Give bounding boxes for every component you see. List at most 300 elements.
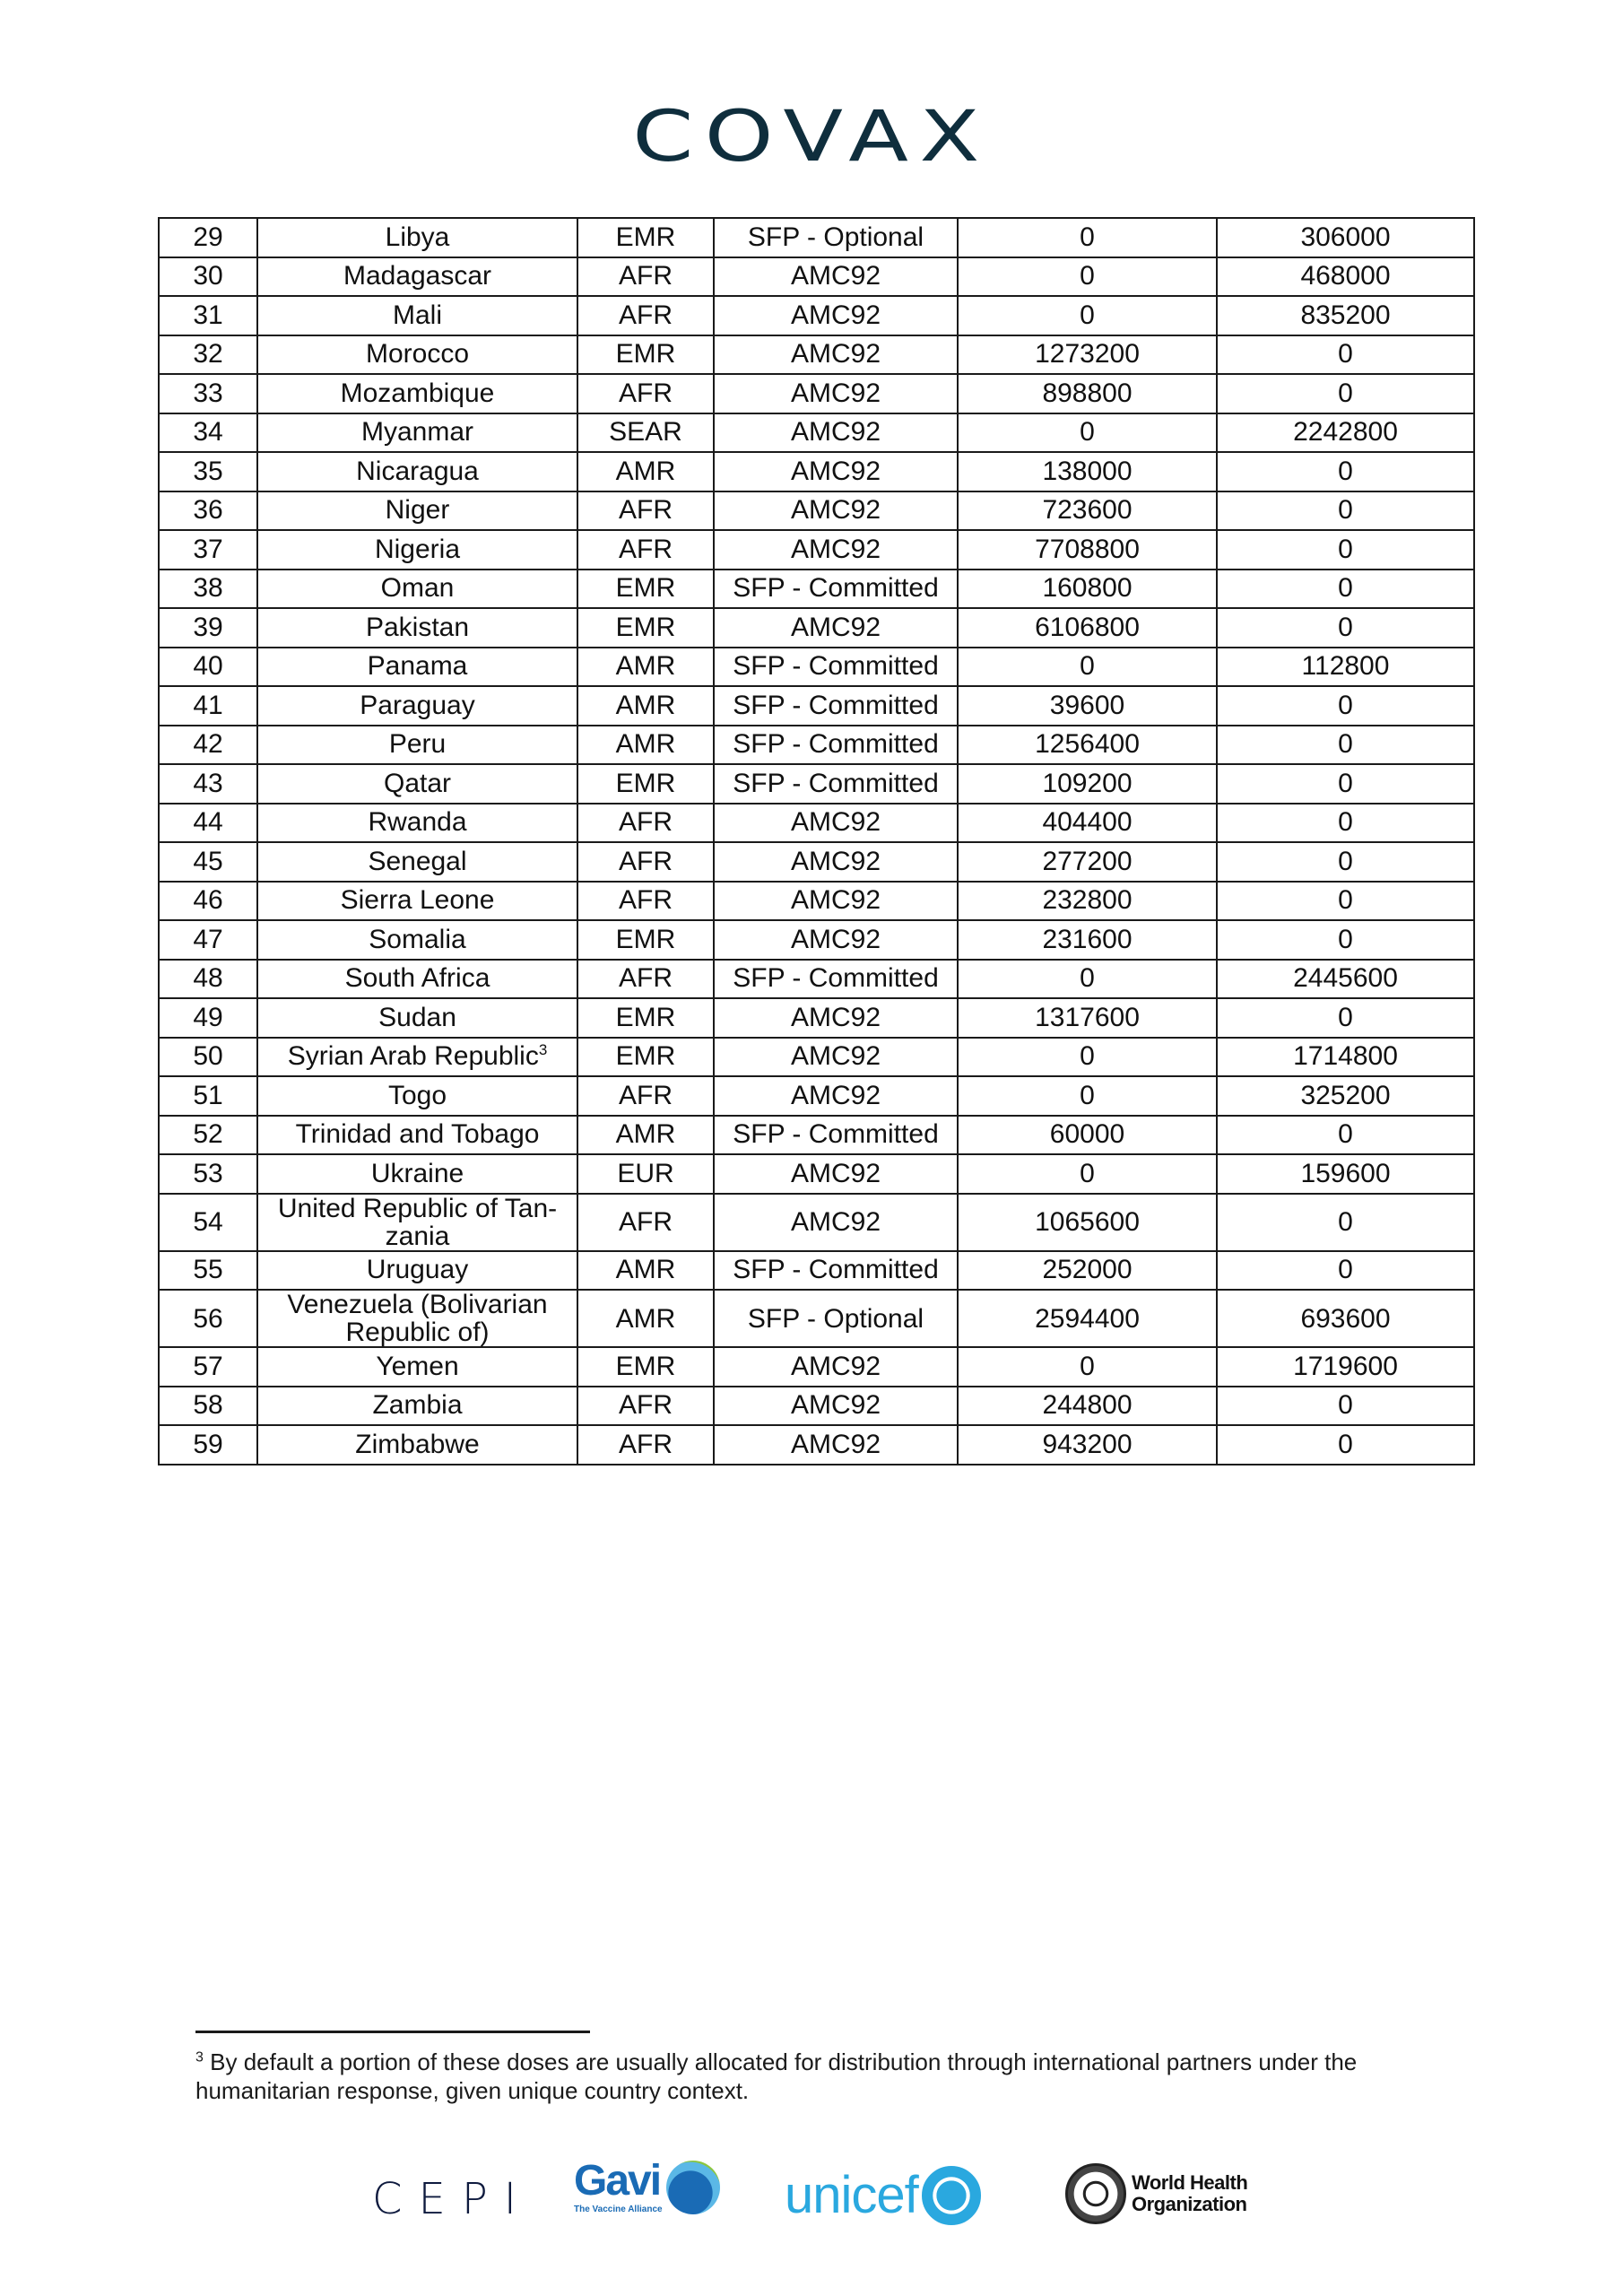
row-number: 33 xyxy=(193,378,223,408)
country-name-cell xyxy=(257,648,577,687)
category: AMC92 xyxy=(790,417,881,448)
country-name-cell xyxy=(257,608,577,648)
doses-col-b: 0 xyxy=(1338,885,1353,916)
country-name-cell xyxy=(257,1076,577,1116)
table-row xyxy=(159,452,1474,491)
country-name-cell xyxy=(257,882,577,921)
doses-col-a: 0 xyxy=(1080,1041,1095,1072)
gavi-logo xyxy=(574,2157,720,2214)
doses-col-b: 0 xyxy=(1338,1119,1353,1150)
category: AMC92 xyxy=(790,378,881,408)
category-cell xyxy=(714,374,958,413)
category: AMC92 xyxy=(790,300,881,330)
category-cell xyxy=(714,764,958,804)
doses-col-a-cell xyxy=(958,218,1217,257)
table-row xyxy=(159,1116,1474,1155)
category: AMC92 xyxy=(790,534,881,564)
doses-col-b: 468000 xyxy=(1300,261,1391,291)
region-cell xyxy=(577,491,714,531)
doses-col-a-cell xyxy=(958,374,1217,413)
row-number-cell xyxy=(159,1038,257,1077)
table-row xyxy=(159,920,1474,960)
table-row xyxy=(159,1387,1474,1426)
region: AFR xyxy=(619,1080,673,1110)
region-cell xyxy=(577,726,714,765)
doses-col-b-cell xyxy=(1217,686,1474,726)
country-name-cell xyxy=(257,218,577,257)
table-row xyxy=(159,1290,1474,1347)
category: SFP - Committed xyxy=(733,651,939,682)
doses-col-a-cell xyxy=(958,648,1217,687)
doses-col-b: 0 xyxy=(1338,729,1353,760)
country-name: Oman xyxy=(380,573,455,604)
doses-col-b: 306000 xyxy=(1300,222,1391,252)
row-number: 43 xyxy=(193,768,223,798)
region-cell xyxy=(577,1154,714,1194)
row-number: 32 xyxy=(193,339,223,370)
row-number-cell xyxy=(159,296,257,335)
category-cell xyxy=(714,998,958,1038)
doses-col-b-cell xyxy=(1217,296,1474,335)
doses-col-a-cell xyxy=(958,804,1217,843)
country-name-cell xyxy=(257,257,577,297)
category: SFP - Optional xyxy=(747,222,924,252)
row-number-cell xyxy=(159,452,257,491)
region: AFR xyxy=(619,300,673,330)
country-name-cell xyxy=(257,570,577,609)
row-number-cell xyxy=(159,530,257,570)
row-number: 56 xyxy=(193,1303,223,1334)
row-number-cell xyxy=(159,882,257,921)
footnote-ref[interactable]: 3 xyxy=(538,1041,548,1059)
category: SFP - Committed xyxy=(733,690,939,720)
doses-col-b-cell xyxy=(1217,804,1474,843)
gavi-logo-tagline: The Vaccine Alliance xyxy=(574,2205,663,2214)
unicef-logo xyxy=(785,2165,981,2225)
doses-col-b-cell xyxy=(1217,882,1474,921)
country-name-cell xyxy=(257,1154,577,1194)
category-cell xyxy=(714,1347,958,1387)
country-name-cell xyxy=(257,842,577,882)
doses-col-b-cell xyxy=(1217,608,1474,648)
row-number: 41 xyxy=(193,690,223,720)
row-number: 59 xyxy=(193,1429,223,1459)
doses-col-a-cell xyxy=(958,1251,1217,1291)
region: AMR xyxy=(615,690,676,720)
row-number-cell xyxy=(159,960,257,999)
doses-col-b: 0 xyxy=(1338,378,1353,408)
doses-col-a: 231600 xyxy=(1042,924,1133,954)
doses-col-a-cell xyxy=(958,998,1217,1038)
who-logo xyxy=(1065,2163,1247,2224)
category: AMC92 xyxy=(790,1390,881,1421)
table-row xyxy=(159,1154,1474,1194)
country-name-cell xyxy=(257,764,577,804)
row-number-cell xyxy=(159,413,257,453)
region: AMR xyxy=(615,651,676,682)
category-cell xyxy=(714,648,958,687)
region: AMR xyxy=(615,1119,676,1150)
row-number-cell xyxy=(159,1154,257,1194)
category: AMC92 xyxy=(790,1080,881,1110)
doses-col-b-cell xyxy=(1217,1154,1474,1194)
doses-col-b-cell xyxy=(1217,726,1474,765)
country-name: Morocco xyxy=(365,339,470,370)
doses-col-b: 0 xyxy=(1338,768,1353,798)
country-name-cell xyxy=(257,413,577,453)
doses-col-b-cell xyxy=(1217,764,1474,804)
region-cell xyxy=(577,686,714,726)
row-number-cell xyxy=(159,1194,257,1251)
doses-col-b-cell xyxy=(1217,960,1474,999)
region-cell xyxy=(577,1425,714,1465)
country-name: Nicaragua xyxy=(356,456,479,486)
doses-col-b-cell xyxy=(1217,998,1474,1038)
row-number: 52 xyxy=(193,1119,223,1150)
table-row xyxy=(159,726,1474,765)
category-cell xyxy=(714,804,958,843)
category-cell xyxy=(714,530,958,570)
footnote-marker: 3 xyxy=(195,2049,204,2066)
country-name-cell xyxy=(257,686,577,726)
who-logo-line1: World Health xyxy=(1132,2171,1248,2194)
covax-logo: COVAX xyxy=(632,97,991,178)
country-name: Nigeria xyxy=(374,534,461,564)
doses-col-a: 0 xyxy=(1080,222,1095,252)
region-cell xyxy=(577,530,714,570)
region-cell xyxy=(577,1038,714,1077)
country-name: Paraguay xyxy=(360,690,475,720)
region-cell xyxy=(577,1076,714,1116)
gavi-globe-icon xyxy=(666,2161,720,2214)
category: AMC92 xyxy=(790,1207,881,1237)
doses-col-b-cell xyxy=(1217,842,1474,882)
country-name: Zimbabwe xyxy=(355,1429,480,1459)
table-row xyxy=(159,648,1474,687)
category: SFP - Committed xyxy=(733,729,939,760)
cepi-logo xyxy=(372,2174,533,2224)
doses-col-a: 723600 xyxy=(1042,495,1133,526)
doses-col-a-cell xyxy=(958,452,1217,491)
doses-col-a-cell xyxy=(958,1347,1217,1387)
doses-col-b: 0 xyxy=(1338,846,1353,876)
row-number-cell xyxy=(159,491,257,531)
region-cell xyxy=(577,452,714,491)
region: AFR xyxy=(619,807,673,838)
category-cell xyxy=(714,960,958,999)
row-number-cell xyxy=(159,1347,257,1387)
country-name-cell xyxy=(257,335,577,375)
table-row xyxy=(159,1251,1474,1291)
doses-col-b: 0 xyxy=(1338,456,1353,486)
region-cell xyxy=(577,218,714,257)
doses-col-a: 39600 xyxy=(1049,690,1125,720)
row-number: 48 xyxy=(193,963,223,994)
region-cell xyxy=(577,960,714,999)
doses-col-a: 2594400 xyxy=(1035,1303,1140,1334)
doses-col-a-cell xyxy=(958,257,1217,297)
row-number: 57 xyxy=(193,1351,223,1381)
country-name-cell xyxy=(257,1425,577,1465)
category: AMC92 xyxy=(790,339,881,370)
doses-col-a-cell xyxy=(958,1038,1217,1077)
country-name-cell xyxy=(257,804,577,843)
doses-col-a-cell xyxy=(958,296,1217,335)
doses-col-a: 943200 xyxy=(1042,1429,1133,1459)
country-name-cell xyxy=(257,960,577,999)
row-number-cell xyxy=(159,218,257,257)
country-name: Trinidad and Tobago xyxy=(295,1119,540,1150)
region-cell xyxy=(577,335,714,375)
row-number: 37 xyxy=(193,534,223,564)
doses-col-b-cell xyxy=(1217,374,1474,413)
doses-col-b: 0 xyxy=(1338,1429,1353,1459)
doses-col-b-cell xyxy=(1217,452,1474,491)
category-cell xyxy=(714,842,958,882)
row-number: 31 xyxy=(193,300,223,330)
doses-col-a: 1273200 xyxy=(1035,339,1140,370)
category: AMC92 xyxy=(790,1041,881,1072)
region-cell xyxy=(577,257,714,297)
doses-col-b: 0 xyxy=(1338,924,1353,954)
category: AMC92 xyxy=(790,1158,881,1188)
region: EMR xyxy=(615,1002,676,1032)
doses-col-a-cell xyxy=(958,882,1217,921)
doses-col-a-cell xyxy=(958,335,1217,375)
category-cell xyxy=(714,1251,958,1291)
country-name: Pakistan xyxy=(365,612,470,642)
category: AMC92 xyxy=(790,1429,881,1459)
table-row xyxy=(159,804,1474,843)
country-name: United Republic of Tan-zania xyxy=(277,1193,558,1251)
table-row xyxy=(159,296,1474,335)
table-row xyxy=(159,1425,1474,1465)
doses-col-b: 1714800 xyxy=(1293,1041,1398,1072)
country-name: Libya xyxy=(385,222,450,252)
table-row xyxy=(159,1076,1474,1116)
doses-col-b-cell xyxy=(1217,1116,1474,1155)
category-cell xyxy=(714,1116,958,1155)
category-cell xyxy=(714,452,958,491)
row-number-cell xyxy=(159,726,257,765)
category: AMC92 xyxy=(790,807,881,838)
row-number-cell xyxy=(159,842,257,882)
doses-col-b: 0 xyxy=(1338,1390,1353,1421)
doses-col-b: 1719600 xyxy=(1293,1351,1398,1381)
row-number: 51 xyxy=(193,1080,223,1110)
doses-col-b: 159600 xyxy=(1300,1158,1391,1188)
doses-col-b: 0 xyxy=(1338,573,1353,604)
category: AMC92 xyxy=(790,924,881,954)
doses-col-a-cell xyxy=(958,1387,1217,1426)
region-cell xyxy=(577,1290,714,1347)
region-cell xyxy=(577,374,714,413)
country-name: Niger xyxy=(385,495,450,526)
table-row xyxy=(159,1038,1474,1077)
region-cell xyxy=(577,413,714,453)
row-number: 58 xyxy=(193,1390,223,1421)
doses-col-b: 0 xyxy=(1338,1207,1353,1237)
category-cell xyxy=(714,1425,958,1465)
region: AMR xyxy=(615,1255,676,1285)
doses-col-b: 0 xyxy=(1338,807,1353,838)
doses-col-b: 325200 xyxy=(1300,1080,1391,1110)
region: AFR xyxy=(619,846,673,876)
category: AMC92 xyxy=(790,1351,881,1381)
doses-col-b-cell xyxy=(1217,1425,1474,1465)
region: EMR xyxy=(615,573,676,604)
doses-col-b-cell xyxy=(1217,218,1474,257)
doses-col-a-cell xyxy=(958,1076,1217,1116)
table-row xyxy=(159,570,1474,609)
doses-col-a-cell xyxy=(958,608,1217,648)
country-name-cell xyxy=(257,1347,577,1387)
doses-col-a: 109200 xyxy=(1042,768,1133,798)
row-number: 55 xyxy=(193,1255,223,1285)
allocation-table-body xyxy=(159,218,1474,1465)
doses-col-a-cell xyxy=(958,570,1217,609)
country-name-cell xyxy=(257,920,577,960)
row-number-cell xyxy=(159,1251,257,1291)
region: EMR xyxy=(615,1041,676,1072)
doses-col-a-cell xyxy=(958,960,1217,999)
category-cell xyxy=(714,1387,958,1426)
row-number: 50 xyxy=(193,1041,223,1072)
region: AFR xyxy=(619,261,673,291)
doses-col-a: 60000 xyxy=(1049,1119,1125,1150)
row-number-cell xyxy=(159,804,257,843)
country-name: Peru xyxy=(388,729,447,760)
doses-col-a: 0 xyxy=(1080,417,1095,448)
region: AMR xyxy=(615,456,676,486)
doses-col-a: 6106800 xyxy=(1035,612,1140,642)
table-row xyxy=(159,842,1474,882)
region: AFR xyxy=(619,1207,673,1237)
region-cell xyxy=(577,920,714,960)
region-cell xyxy=(577,998,714,1038)
row-number-cell xyxy=(159,920,257,960)
country-name: Madagascar xyxy=(343,261,492,291)
doses-col-b-cell xyxy=(1217,257,1474,297)
category-cell xyxy=(714,608,958,648)
category: AMC92 xyxy=(790,846,881,876)
region-cell xyxy=(577,882,714,921)
doses-col-a: 0 xyxy=(1080,651,1095,682)
who-logo-name xyxy=(1132,2172,1247,2215)
category: SFP - Committed xyxy=(733,1119,939,1150)
category-cell xyxy=(714,726,958,765)
country-name-cell xyxy=(257,1038,577,1077)
region-cell xyxy=(577,1387,714,1426)
region-cell xyxy=(577,1347,714,1387)
region: EUR xyxy=(617,1158,674,1188)
category: SFP - Committed xyxy=(733,1255,939,1285)
table-row xyxy=(159,882,1474,921)
region: EMR xyxy=(615,768,676,798)
row-number-cell xyxy=(159,648,257,687)
region-cell xyxy=(577,1116,714,1155)
doses-col-b: 0 xyxy=(1338,612,1353,642)
category: AMC92 xyxy=(790,612,881,642)
region: EMR xyxy=(615,924,676,954)
row-number: 39 xyxy=(193,612,223,642)
doses-col-a: 1256400 xyxy=(1035,729,1140,760)
doses-col-a: 138000 xyxy=(1042,456,1133,486)
row-number-cell xyxy=(159,1076,257,1116)
row-number-cell xyxy=(159,1387,257,1426)
country-name-cell xyxy=(257,1290,577,1347)
doses-col-a-cell xyxy=(958,1425,1217,1465)
category: SFP - Committed xyxy=(733,963,939,994)
category-cell xyxy=(714,686,958,726)
country-name-cell xyxy=(257,1387,577,1426)
table-row xyxy=(159,1194,1474,1251)
country-name: Ukraine xyxy=(370,1158,464,1188)
row-number: 44 xyxy=(193,807,223,838)
table-row xyxy=(159,257,1474,297)
country-name-cell xyxy=(257,374,577,413)
country-name-cell xyxy=(257,1251,577,1291)
region: EMR xyxy=(615,222,676,252)
doses-col-a: 232800 xyxy=(1042,885,1133,916)
doses-col-b: 2445600 xyxy=(1293,963,1398,994)
country-name-cell xyxy=(257,998,577,1038)
doses-col-a: 0 xyxy=(1080,1080,1095,1110)
region: AFR xyxy=(619,1390,673,1421)
region: EMR xyxy=(615,339,676,370)
doses-col-b-cell xyxy=(1217,920,1474,960)
row-number-cell xyxy=(159,608,257,648)
row-number: 49 xyxy=(193,1002,223,1032)
country-name-cell xyxy=(257,726,577,765)
doses-col-a: 0 xyxy=(1080,261,1095,291)
country-name: Qatar xyxy=(383,768,452,798)
doses-col-b: 2242800 xyxy=(1293,417,1398,448)
doses-col-a: 0 xyxy=(1080,1158,1095,1188)
row-number-cell xyxy=(159,374,257,413)
row-number-cell xyxy=(159,1116,257,1155)
country-name: Myanmar xyxy=(360,417,474,448)
region: EMR xyxy=(615,612,676,642)
region: AMR xyxy=(615,729,676,760)
table-row xyxy=(159,1347,1474,1387)
row-number: 36 xyxy=(193,495,223,526)
table-row xyxy=(159,374,1474,413)
region: SEAR xyxy=(609,417,682,448)
row-number: 34 xyxy=(193,417,223,448)
doses-col-b: 0 xyxy=(1338,690,1353,720)
category-cell xyxy=(714,335,958,375)
row-number: 38 xyxy=(193,573,223,604)
category-cell xyxy=(714,570,958,609)
country-name: Panama xyxy=(367,651,468,682)
country-name: Uruguay xyxy=(366,1255,469,1285)
region-cell xyxy=(577,570,714,609)
category-cell xyxy=(714,882,958,921)
doses-col-a-cell xyxy=(958,764,1217,804)
region-cell xyxy=(577,764,714,804)
doses-col-a: 0 xyxy=(1080,963,1095,994)
row-number-cell xyxy=(159,257,257,297)
country-name: South Africa xyxy=(344,963,490,994)
country-name: Zambia xyxy=(372,1390,463,1421)
doses-col-b: 693600 xyxy=(1300,1303,1391,1334)
doses-col-b-cell xyxy=(1217,1194,1474,1251)
table-row xyxy=(159,530,1474,570)
table-row xyxy=(159,413,1474,453)
doses-col-a: 244800 xyxy=(1042,1390,1133,1421)
region-cell xyxy=(577,842,714,882)
